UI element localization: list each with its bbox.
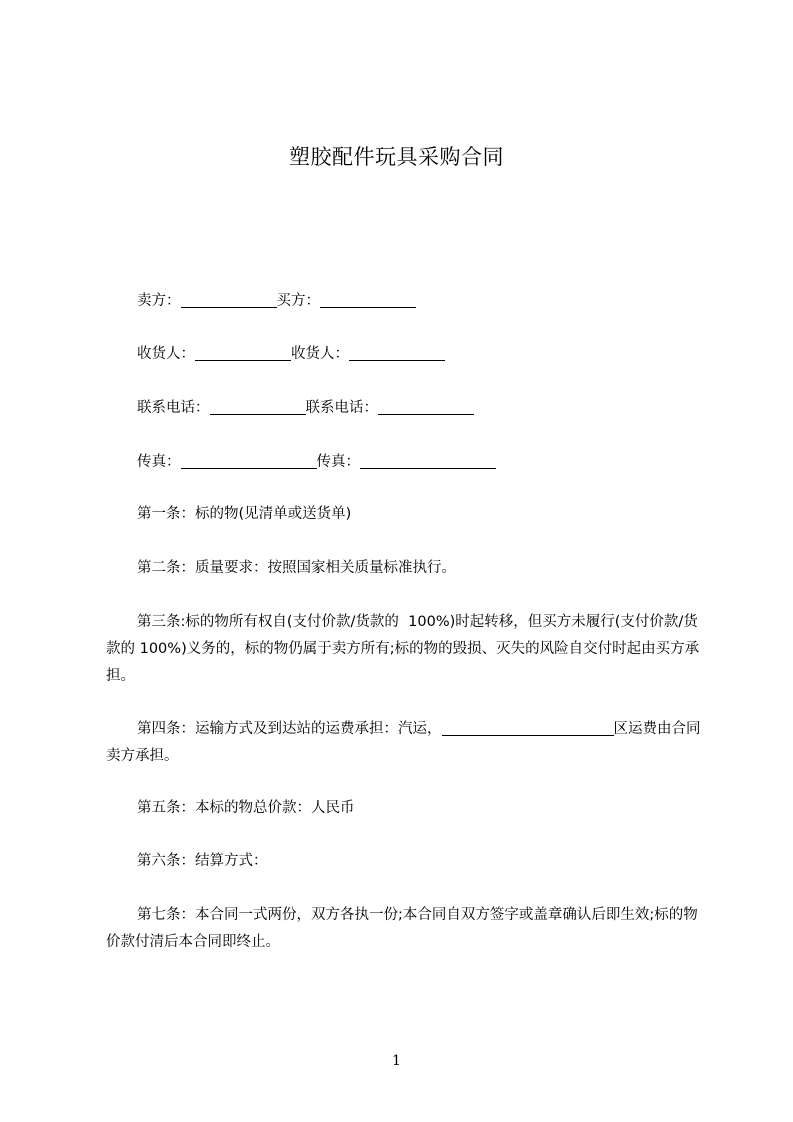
seller-blank[interactable] [181, 291, 277, 308]
buyer-consignee-blank[interactable] [349, 344, 445, 361]
seller-consignee-blank[interactable] [195, 344, 291, 361]
seller-phone-blank[interactable] [210, 398, 306, 415]
buyer-phone-label: 联系电话： [305, 400, 378, 416]
buyer-blank[interactable] [320, 291, 416, 308]
seller-fax-blank[interactable] [181, 452, 317, 469]
buyer-fax-blank[interactable] [360, 452, 496, 469]
clause-3: 第三条:标的物所有权自(支付价款/货款的 100%)时起转移，但买方未履行(支付价款/货款的 100%)义务的，标的物仍属于卖方所有;标的物的毁损、灭失的风险自交付时起由买方承担。 [106, 614, 700, 684]
seller-label: 卖方： [137, 293, 181, 309]
buyer-label: 买方： [276, 293, 320, 309]
page-number: 1 [392, 1053, 401, 1069]
document-title: 塑胶配件玩具采购合同 [289, 145, 504, 169]
seller-buyer-line [106, 288, 702, 315]
clause-4-text-start: 第四条：运输方式及到达站的运费承担：汽运， [137, 721, 442, 737]
consignee-line [106, 341, 702, 368]
clause-7: 第七条：本合同一式两份，双方各执一份;本合同自双方签字或盖章确认后即生效;标的物价款付清后本合同即终止。 [106, 907, 698, 950]
clause-4-text-end: 区运费由合同卖方承担。 [106, 721, 701, 764]
seller-fax-label: 传真： [137, 454, 181, 470]
clause-2: 第二条：质量要求：按照国家相关质量标准执行。 [137, 560, 456, 576]
seller-consignee-label: 收货人： [137, 346, 195, 362]
phone-line [106, 395, 702, 422]
buyer-phone-blank[interactable] [378, 398, 474, 415]
clause-6: 第六条：结算方式： [137, 853, 268, 869]
fax-line [106, 449, 702, 476]
clause-5: 第五条：本标的物总价款：人民币 [137, 800, 355, 816]
clause-1: 第一条：标的物(见清单或送货单) [137, 506, 352, 522]
clause-4 [106, 716, 702, 770]
seller-phone-label: 联系电话： [137, 400, 210, 416]
transport-area-blank[interactable] [442, 719, 614, 736]
buyer-consignee-label: 收货人： [291, 346, 349, 362]
buyer-fax-label: 传真： [316, 454, 360, 470]
